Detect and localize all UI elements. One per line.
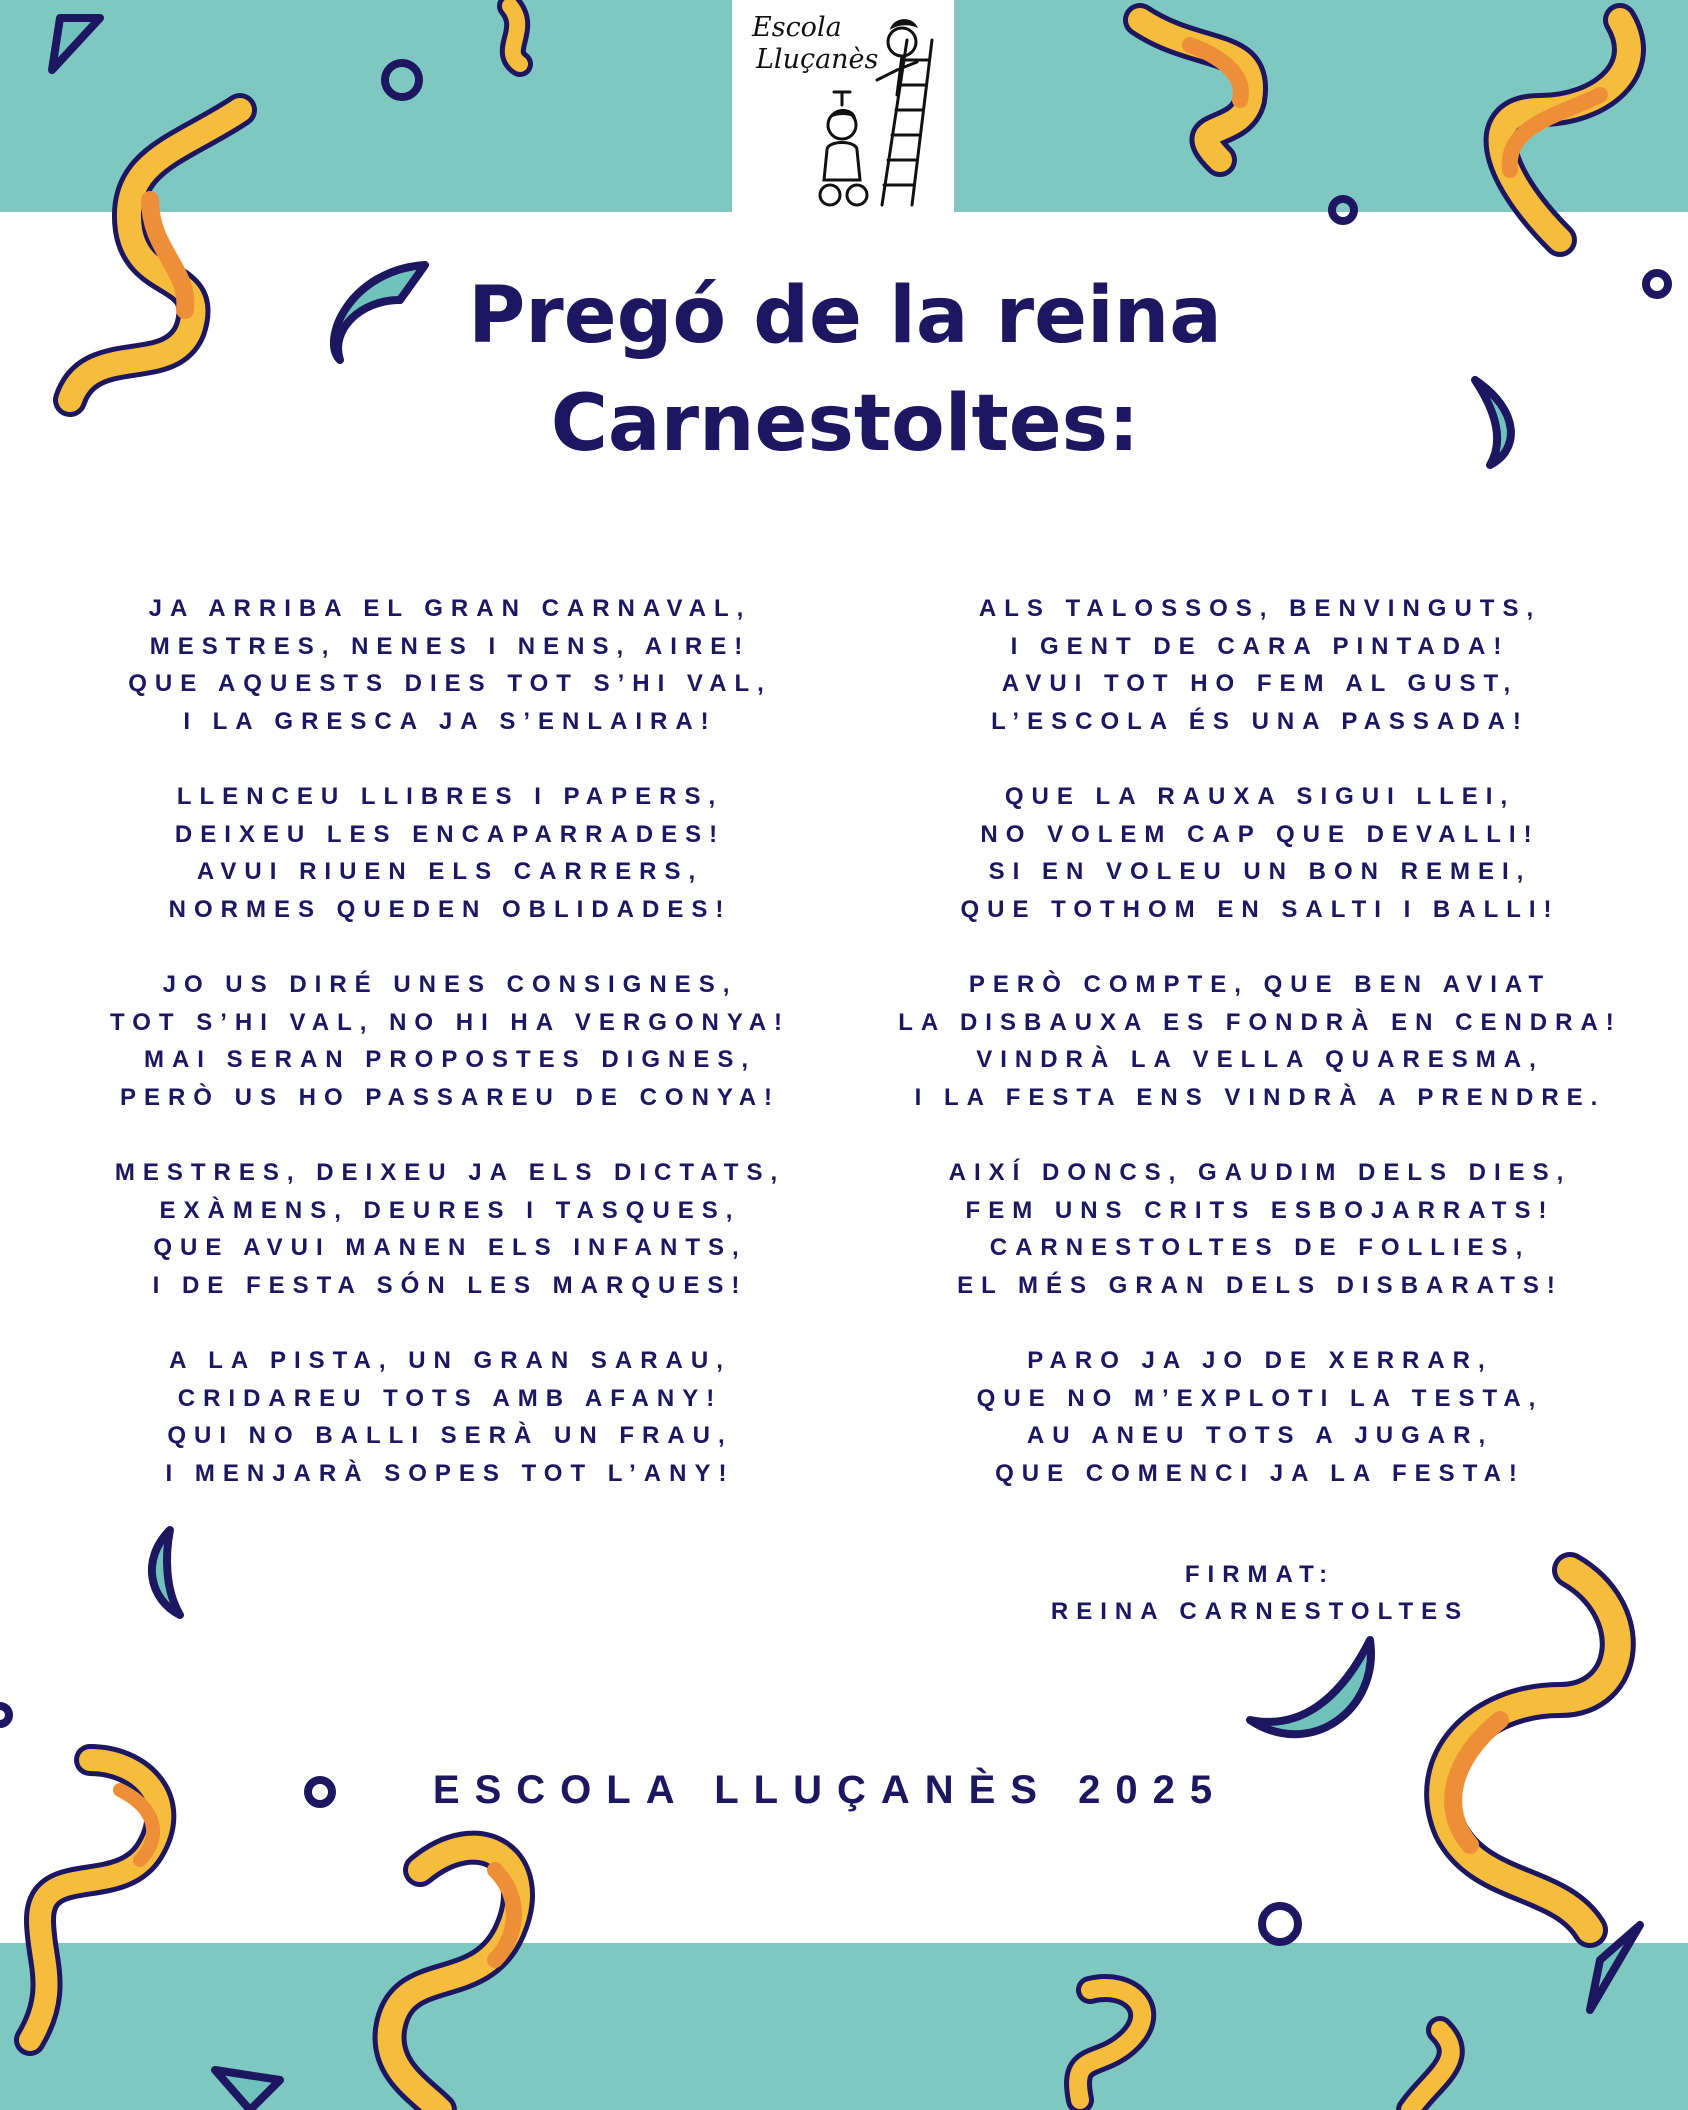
poem-line: I GENT DE CARA PINTADA! (1010, 632, 1510, 660)
crescent-confetti-icon (152, 1530, 180, 1615)
ring-confetti-icon (1646, 273, 1668, 295)
page-title (340, 262, 1350, 478)
poem-line: CARNESTOLTES DE FOLLIES, (989, 1234, 1531, 1261)
poem-column-left (70, 590, 830, 1530)
poem-line: MAI SERAN PROPOSTES DIGNES, (143, 1046, 757, 1073)
triangle-confetti-icon (215, 2070, 280, 2110)
poem-line: QUE AVUI MANEN ELS INFANTS, (153, 1234, 747, 1261)
poem-line: LA DISBAUXA ES FONDRÀ EN CENDRA! (898, 1008, 1622, 1036)
poem-line: ALS TALOSSOS, BENVINGUTS, (978, 595, 1542, 622)
triangle-confetti-icon (52, 18, 100, 70)
poem-line: NO VOLEM CAP QUE DEVALLI! (980, 820, 1540, 848)
ring-confetti-icon (385, 63, 419, 97)
streamer-ribbon-icon (1410, 2030, 1451, 2110)
poem-line: QUE TOTHOM EN SALTI I BALLI! (960, 895, 1560, 923)
poem-line: AIXÍ DONCS, GAUDIM DELS DIES, (948, 1159, 1572, 1186)
poem-line: NORMES QUEDEN OBLIDADES! (168, 895, 732, 923)
logo-line-2: Lluçanès (756, 44, 879, 75)
streamer-ribbon-icon (70, 110, 240, 400)
stanza (70, 1342, 830, 1492)
stanza (70, 966, 830, 1116)
ring-confetti-icon (1262, 1906, 1298, 1942)
poem-line: SI EN VOLEU UN BON REMEI, (988, 858, 1532, 885)
poem-line: TOT S’HI VAL, NO HI HA VERGONYA! (109, 1008, 791, 1036)
stanza (860, 590, 1660, 740)
stanza (70, 590, 830, 740)
poem-line: I DE FESTA SÓN LES MARQUES! (152, 1271, 748, 1299)
poem-line: PERÒ US HO PASSAREU DE CONYA! (119, 1083, 781, 1111)
crescent-confetti-icon (1475, 380, 1511, 465)
children-ladder-drawing-icon (732, 0, 954, 214)
streamer-ribbon-icon (1078, 1988, 1142, 2100)
poem-line: DEIXEU LES ENCAPARRADES! (174, 820, 726, 848)
stanza (860, 1342, 1660, 1492)
poem-line: AVUI RIUEN ELS CARRERS, (196, 858, 704, 885)
poem-column-right (860, 590, 1660, 1530)
poem-line: JA ARRIBA EL GRAN CARNAVAL, (148, 595, 752, 622)
stanza (70, 1154, 830, 1304)
stanza (860, 778, 1660, 928)
streamer-ribbon-icon (30, 1760, 160, 2040)
poem-line: PARO JA JO DE XERRAR, (1027, 1347, 1493, 1374)
poem-line: I MENJARÀ SOPES TOT L’ANY! (165, 1459, 735, 1487)
poem-line: QUE COMENCI JA LA FESTA! (995, 1459, 1525, 1487)
title-line-1: Pregó de la reina (468, 271, 1222, 361)
poem-line: A LA PISTA, UN GRAN SARAU, (169, 1347, 731, 1374)
ring-confetti-icon (0, 1706, 9, 1724)
streamer-ribbon-icon (1501, 20, 1629, 240)
poem-line: I LA FESTA ENS VINDRÀ A PRENDRE. (914, 1083, 1606, 1111)
poem-line: FEM UNS CRITS ESBOJARRATS! (965, 1196, 1555, 1224)
logo-line-1: Escola (752, 12, 842, 43)
footer-school-year: ESCOLA LLUÇANÈS 2025 (432, 1768, 1228, 1812)
stanza (860, 1154, 1660, 1304)
signature-name: REINA CARNESTOLTES (1050, 1598, 1470, 1625)
poem-line: LLENCEU LLIBRES I PAPERS, (176, 783, 724, 810)
poem-line: QUE NO M’EXPLOTI LA TESTA, (976, 1384, 1544, 1412)
crescent-confetti-icon (1250, 1640, 1371, 1734)
streamer-ribbon-icon (1140, 20, 1251, 160)
poem-line: MESTRES, NENES I NENS, AIRE! (149, 632, 751, 660)
poem-line: EL MÉS GRAN DELS DISBARATS! (957, 1271, 1563, 1299)
poem-line: QUI NO BALLI SERÀ UN FRAU, (167, 1422, 733, 1449)
signature (980, 1556, 1540, 1630)
poem-line: I LA GRESCA JA S’ENLAIRA! (183, 707, 717, 735)
poem-line: EXÀMENS, DEURES I TASQUES, (159, 1196, 741, 1224)
poem-line: AU ANEU TOTS A JUGAR, (1026, 1422, 1494, 1449)
poem-line: MESTRES, DEIXEU JA ELS DICTATS, (114, 1159, 786, 1186)
ring-confetti-icon (308, 1780, 332, 1804)
poem-line: QUE AQUESTS DIES TOT S’HI VAL, (128, 670, 772, 697)
stanza (70, 778, 830, 928)
poem-line: AVUI TOT HO FEM AL GUST, (1001, 670, 1519, 697)
stanza (860, 966, 1660, 1116)
school-logo (732, 0, 954, 214)
title-line-2: Carnestoltes: (550, 379, 1140, 469)
poem-line: L’ESCOLA ÉS UNA PASSADA! (991, 707, 1529, 735)
streamer-ribbon-icon (510, 6, 520, 64)
signature-label: FIRMAT: (1184, 1561, 1336, 1588)
streamer-ribbon-icon (390, 1848, 518, 2110)
poem-line: CRIDAREU TOTS AMB AFANY! (177, 1384, 723, 1412)
poem-line: JO US DIRÉ UNES CONSIGNES, (162, 971, 738, 998)
poem-line: PERÒ COMPTE, QUE BEN AVIAT (968, 971, 1552, 998)
poem-line: QUE LA RAUXA SIGUI LLEI, (1004, 783, 1516, 810)
ring-confetti-icon (1332, 199, 1354, 221)
poem-line: VINDRÀ LA VELLA QUARESMA, (976, 1046, 1544, 1073)
